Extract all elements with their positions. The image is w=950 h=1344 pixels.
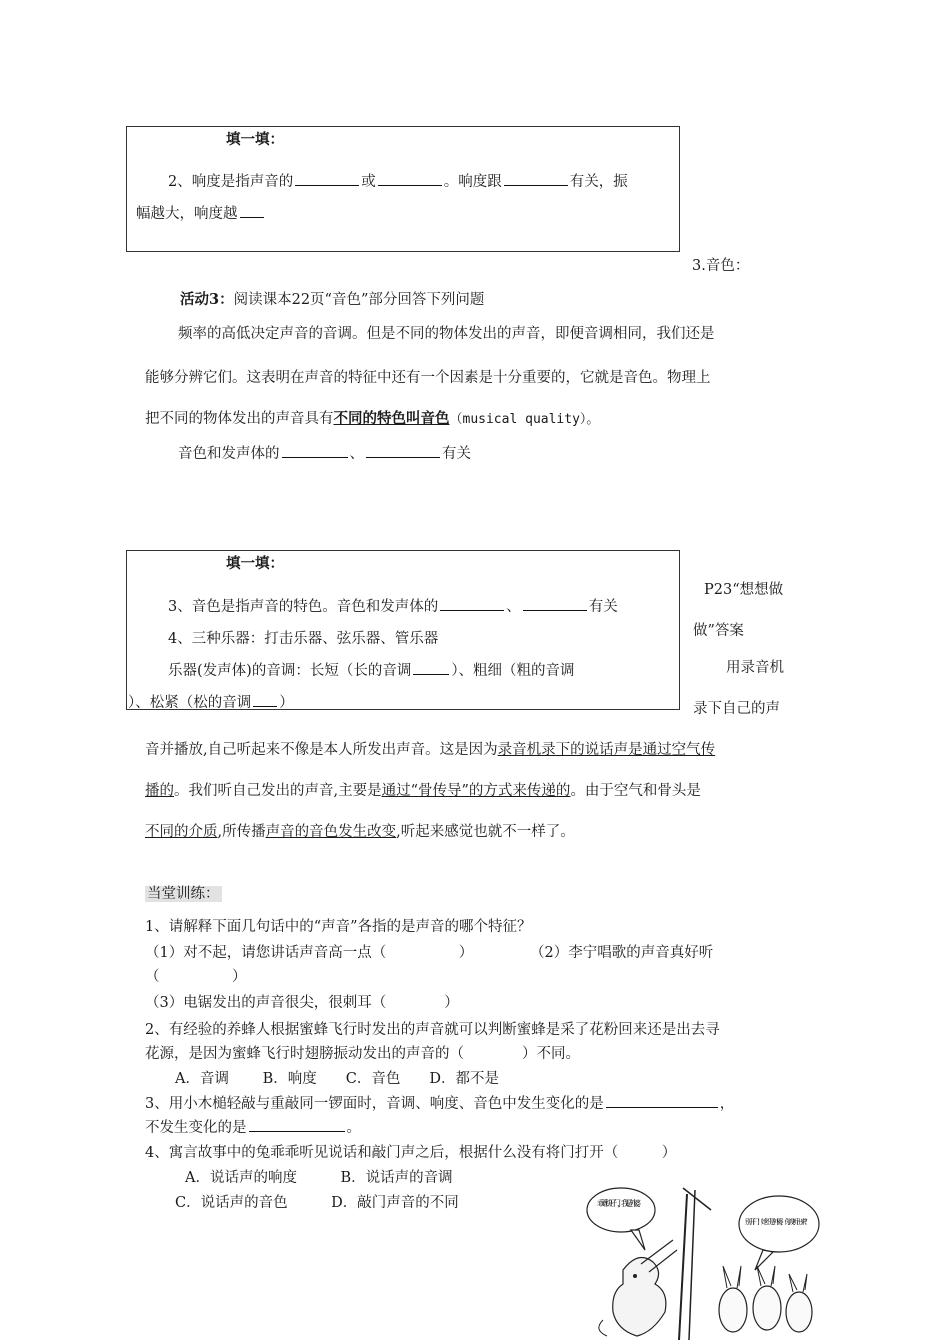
- side2-line2: 做”答案: [693, 623, 744, 639]
- q4-options-ab: A．说话声的响度 B．说话声的音调: [185, 1170, 453, 1186]
- door-edge: [679, 1194, 687, 1340]
- activity3-heading: 活动3：阅读课本22页“音色”部分回答下列问题: [180, 291, 485, 308]
- side2-line1: P23“想想做: [704, 582, 784, 598]
- side2-line4: 录下自己的声: [693, 701, 780, 717]
- q2-line2: 花源，是因为蜜蜂飞行时翅膀振动发出的声音的（ ）不同。: [145, 1046, 580, 1062]
- box2-line1: 3、音色是指声音的特色。音色和发声体的 、 有关: [168, 599, 618, 615]
- q3-line1: 3、用小木槌轻敲与重敲同一锣面时，音调、响度、音色中发生变化的是 ，: [145, 1096, 735, 1112]
- q1-2b: （ ）: [145, 969, 247, 985]
- box1-title: 填一填：: [226, 131, 284, 148]
- rabbit-2-ears: [757, 1266, 775, 1286]
- q3-line2: 不发生变化的是 。: [145, 1120, 361, 1136]
- wolf-eye: [633, 1274, 637, 1278]
- rabbit-3-ears: [789, 1274, 807, 1292]
- q2-line1: 2、有经验的养蜂人根据蜜蜂飞行时发出的声音就可以判断蜜蜂是采了花粉回来还是出去寻: [145, 1022, 720, 1038]
- blank[interactable]: [504, 184, 568, 186]
- box1-line1: 2、响度是指声音的 或 。响度跟 有关，振: [168, 174, 628, 190]
- q2-options: A．音调 B．响度 C．音色 D．都不是: [175, 1071, 499, 1087]
- rabbit-2: [753, 1286, 781, 1330]
- blank[interactable]: [440, 609, 504, 611]
- wolf-figure: [613, 1258, 666, 1337]
- blank[interactable]: [249, 1130, 345, 1132]
- rabbit-door-illustration: [583, 1180, 823, 1340]
- blank[interactable]: [378, 184, 442, 186]
- box2-line3: 乐器(发声体)的音调：长短（长的音调 ）、粗细（粗的音调: [168, 663, 575, 679]
- door-frame: [689, 1190, 695, 1340]
- q4: 4、寓言故事中的兔乖乖听见说话和敲门声之后，根据什么没有将门打开（ ）: [145, 1145, 677, 1161]
- blank[interactable]: [606, 1106, 718, 1108]
- blank[interactable]: [253, 705, 277, 707]
- wolf-tail: [599, 1320, 607, 1336]
- blank[interactable]: [240, 216, 264, 218]
- bubble-right-text: 别开门！她不是外婆，你没听出来？: [745, 1218, 811, 1226]
- rabbit-3: [786, 1292, 812, 1332]
- side2-line3: 用录音机: [726, 660, 784, 676]
- blank[interactable]: [413, 673, 449, 675]
- para1-line2: 能够分辨它们。这表明在声音的特征中还有一个因素是十分重要的，它就是音色。物理上: [145, 370, 711, 386]
- speech-bubble-left-tail: [631, 1230, 645, 1250]
- blank[interactable]: [295, 184, 359, 186]
- rabbit-1-ears: [723, 1266, 741, 1288]
- q1-3: （3）电锯发出的声音很尖，很刺耳（ ）: [145, 995, 459, 1011]
- para1-line1: 频率的高低决定声音的音调。但是不同的物体发出的声音，即便音调相同，我们还是: [178, 326, 715, 342]
- q1-1: （1）对不起，请您讲话声音高一点（ ）: [145, 945, 474, 961]
- q1-2: （2）李宁唱歌的声音真好听: [530, 945, 714, 961]
- speech-bubble-left: [587, 1188, 655, 1232]
- box2-line4: ）、松紧（松的音调 ）: [128, 695, 294, 711]
- para3-line3: 不同的介质,所传播声音的音色发生改变,听起来感觉也就不一样了。: [145, 824, 575, 840]
- bubble-left-text-1: 乖乖快开门，我是外婆。: [597, 1199, 645, 1208]
- para2: 音色和发声体的 、 有关: [178, 446, 471, 462]
- box2-title: 填一填：: [226, 555, 284, 572]
- para1-line3: 把不同的物体发出的声音具有不同的特色叫音色（musical quality）。: [145, 410, 600, 427]
- q4-options-cd: C．说话声的音色 D．敲门声音的不同: [175, 1195, 459, 1211]
- q1: 1、请解释下面几句话中的“声音”各指的是声音的哪个特征？: [145, 919, 532, 935]
- illustration-svg: [583, 1180, 823, 1340]
- blank[interactable]: [523, 609, 587, 611]
- rabbit-1: [719, 1288, 747, 1332]
- box1-line2: 幅越大，响度越: [136, 202, 266, 223]
- blank[interactable]: [366, 456, 440, 458]
- blank[interactable]: [282, 456, 348, 458]
- practice-heading: 当堂训练：: [147, 886, 220, 902]
- para3-line2: 播的。我们听自己发出的声音,主要是通过“骨传导”的方式来传递的。由于空气和骨头是: [145, 783, 701, 799]
- box2-line2: 4、三种乐器：打击乐器、弦乐器、管乐器: [168, 631, 439, 647]
- para3-line1: 音并播放,自己听起来不像是本人所发出声音。这是因为录音机录下的说话声是通过空气传: [145, 742, 716, 758]
- side-label-timbre: 3.音色：: [692, 258, 750, 274]
